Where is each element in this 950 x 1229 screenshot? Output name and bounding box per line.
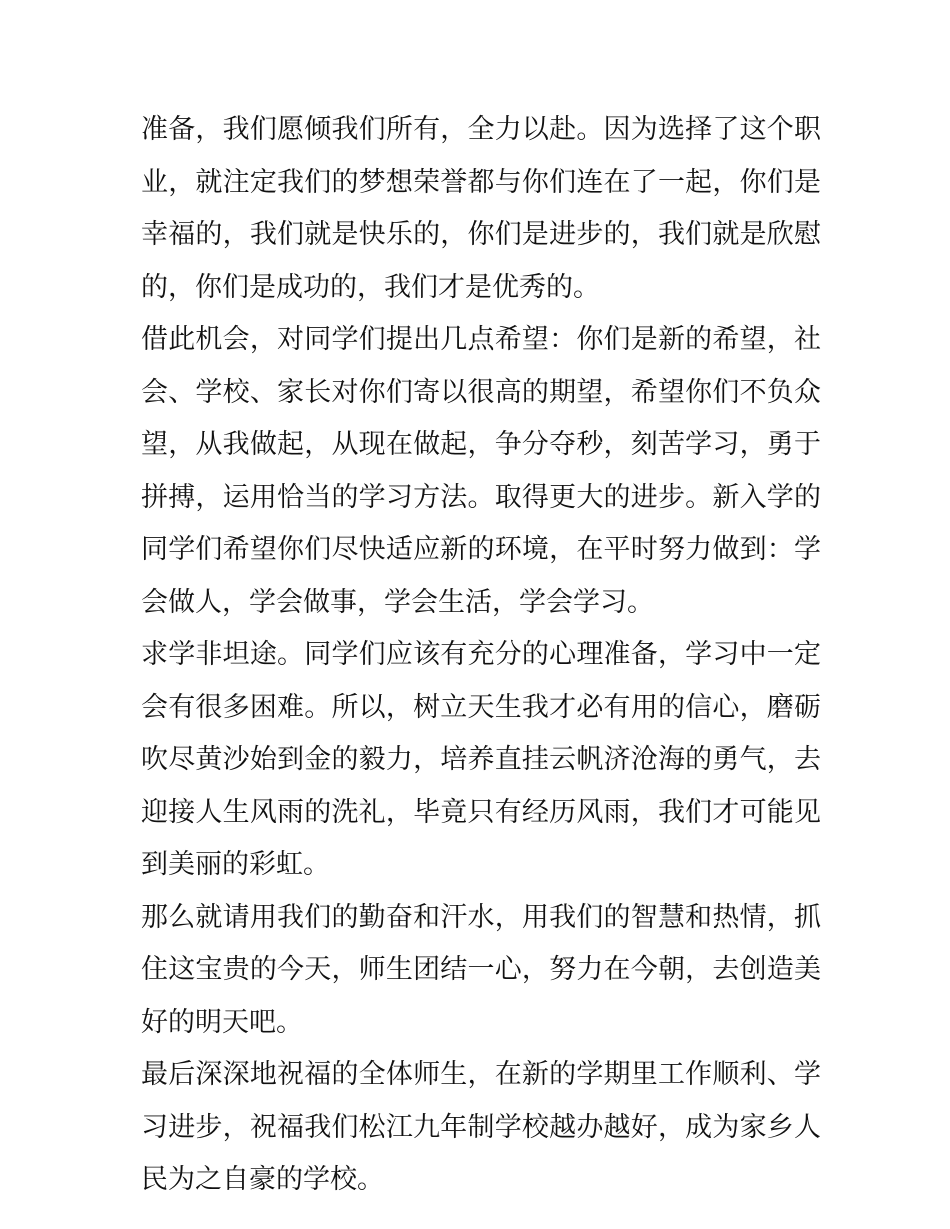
paragraph-5: 最后深深地祝福的全体师生，在新的学期里工作顺利、学习进步，祝福我们松江九年制学校越办越好，成为家乡人民为之自豪的学校。	[141, 1059, 821, 1195]
paragraph-1: 准备，我们愿倾我们所有，全力以赴。因为选择了这个职业，就注定我们的梦想荣誉都与你们连在了一起，你们是幸福的，我们就是快乐的，你们是进步的，我们就是欣慰的，你们是成功的，我们才是优秀的。	[141, 114, 821, 303]
paragraph-3: 求学非坦途。同学们应该有充分的心理准备，学习中一定会有很多困难。所以，树立天生我才必有用的信心，磨砺吹尽黄沙始到金的毅力，培养直挂云帆济沧海的勇气，去迎接人生风雨的洗礼，毕竟只有经历风雨，我们才可能见到美丽的彩虹。	[141, 639, 821, 880]
paragraph-2: 借此机会，对同学们提出几点希望：你们是新的希望，社会、学校、家长对你们寄以很高的期望，希望你们不负众望，从我做起，从现在做起，争分夺秒，刻苦学习，勇于拼搏，运用恰当的学习方法。取得更大的进步。新入学的同学们希望你们尽快适应新的环境，在平时努力做到：学会做人，学会做事，学会生活，学会学习。	[141, 324, 821, 618]
document-body	[141, 104, 821, 1207]
paragraph-4: 那么就请用我们的勤奋和汗水，用我们的智慧和热情，抓住这宝贵的今天，师生团结一心，努力在今朝，去创造美好的明天吧。	[141, 901, 821, 1038]
